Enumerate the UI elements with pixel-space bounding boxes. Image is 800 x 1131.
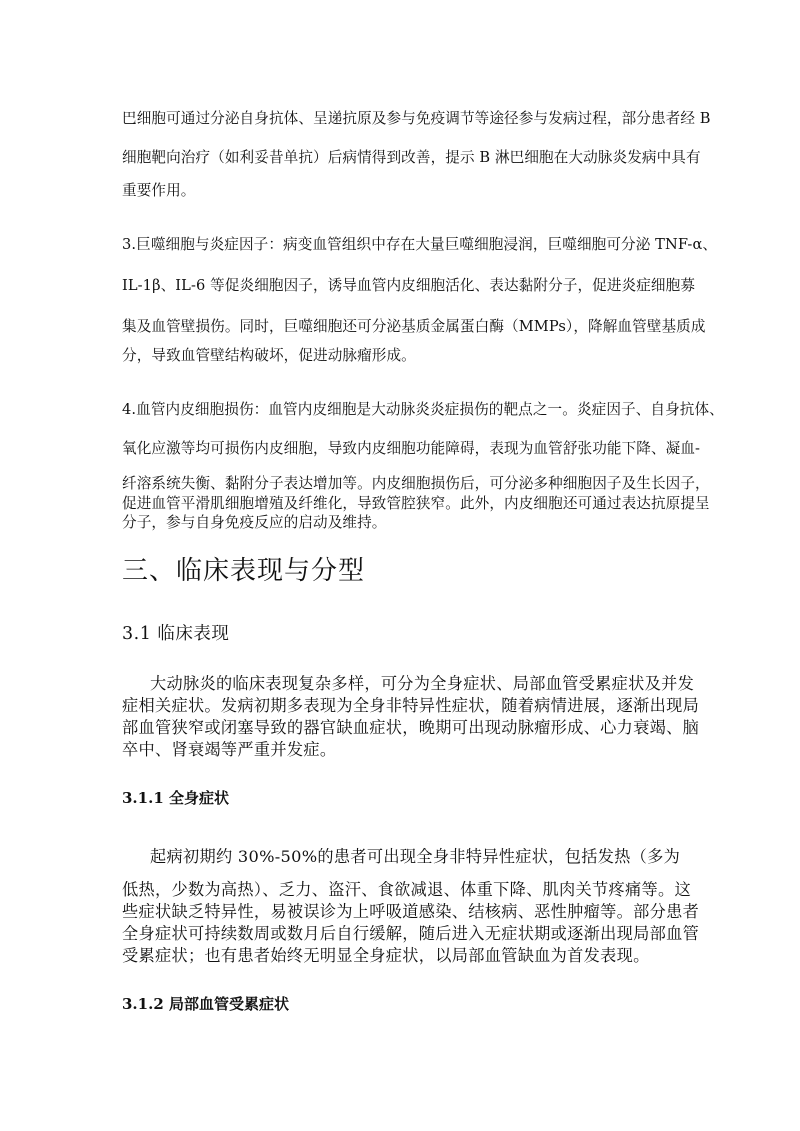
text-line: IL-1β、IL-6 等促炎细胞因子，诱导血管内皮细胞活化、表达黏附分子，促进炎症细胞募 [122, 277, 696, 294]
text-line: 3.巨噬细胞与炎症因子：病变血管组织中存在大量巨噬细胞浸润，巨噬细胞可分泌 TNF-α、 [122, 236, 718, 253]
text-line: 部血管狭窄或闭塞导致的器官缺血症状，晚期可出现动脉瘤形成、心力衰竭、脑 [122, 718, 700, 737]
text-line: 集及血管壁损伤。同时，巨噬细胞还可分泌基质金属蛋白酶（MMPs），降解血管壁基质成 [122, 318, 706, 335]
text-line: 起病初期约 30%-50%的患者可出现全身非特异性症状，包括发热（多为 [150, 847, 681, 866]
section-heading: 三、临床表现与分型 [122, 556, 366, 586]
text-line: 受累症状；也有患者始终无明显全身症状，以局部血管缺血为首发表现。 [122, 946, 650, 965]
text-line: 纤溶系统失衡、黏附分子表达增加等。内皮细胞损伤后，可分泌多种细胞因子及生长因子， [122, 475, 710, 492]
text-line: 大动脉炎的临床表现复杂多样，可分为全身症状、局部血管受累症状及并发 [150, 674, 695, 693]
text-line: 分，导致血管壁结构破坏，促进动脉瘤形成。 [122, 347, 416, 364]
sub-subsection-heading: 3.1.2 局部血管受累症状 [122, 995, 289, 1013]
subsection-heading: 3.1 临床表现 [122, 624, 230, 644]
text-line: 重要作用。 [122, 182, 196, 199]
text-line: 氧化应激等均可损伤内皮细胞，导致内皮细胞功能障碍，表现为血管舒张功能下降、凝血- [122, 440, 701, 457]
text-line: 4.血管内皮细胞损伤：血管内皮细胞是大动脉炎炎症损伤的靶点之一。炎症因子、自身抗体、 [122, 401, 724, 418]
sub-subsection-heading: 3.1.1 全身症状 [122, 789, 229, 807]
text-line: 细胞靶向治疗（如利妥昔单抗）后病情得到改善，提示 B 淋巴细胞在大动脉炎发病中具有 [122, 149, 701, 166]
text-line: 症相关症状。发病初期多表现为全身非特异性症状，随着病情进展，逐渐出现局 [122, 696, 700, 715]
text-line: 卒中、肾衰竭等严重并发症。 [122, 740, 337, 759]
text-line: 促进血管平滑肌细胞增殖及纤维化，导致管腔狭窄。此外，内皮细胞还可通过表达抗原提呈 [122, 495, 710, 512]
text-line: 巴细胞可通过分泌自身抗体、呈递抗原及参与免疫调节等途径参与发病过程，部分患者经 B [122, 110, 711, 127]
text-line: 分子，参与自身免疫反应的启动及维持。 [122, 514, 387, 531]
text-line: 低热，少数为高热）、乏力、盗汗、食欲减退、体重下降、肌肉关节疼痛等。这 [122, 880, 691, 899]
text-line: 些症状缺乏特异性，易被误诊为上呼吸道感染、结核病、恶性肿瘤等。部分患者 [122, 902, 700, 921]
text-line: 全身症状可持续数周或数月后自行缓解，随后进入无症状期或逐渐出现局部血管 [122, 924, 700, 943]
